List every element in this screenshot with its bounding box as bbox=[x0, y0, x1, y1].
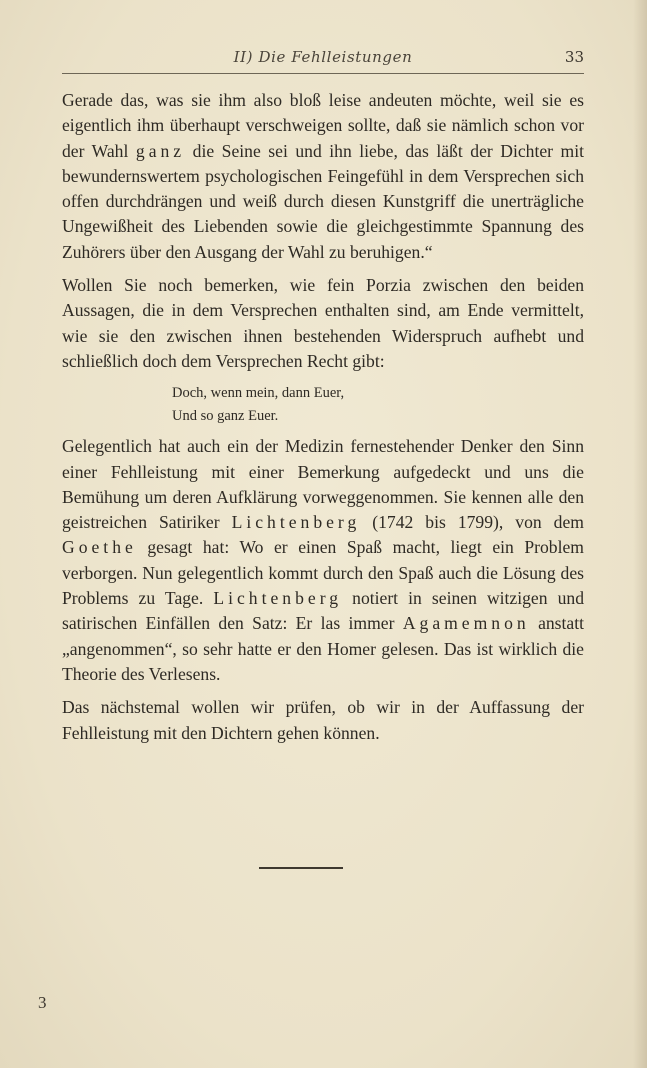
paragraph-1 bbox=[62, 88, 584, 265]
name-goethe: Goethe bbox=[62, 537, 137, 558]
verse-line-1: Doch, wenn mein, dann Euer, bbox=[172, 385, 345, 402]
paragraph-2 bbox=[62, 273, 584, 374]
paragraph-2-text: Wollen Sie noch bemerken, wie fein Porzia zwischen den beiden Aussagen, die in dem Versprechen enthalten sind, am Ende vermittelt, wie sie den zwischen ihnen bestehenden Widerspruch aufhebt und schließlich doch dem Versprechen Recht gibt: bbox=[62, 275, 584, 371]
emphasis-ganz: ganz bbox=[135, 140, 186, 161]
body-text bbox=[62, 88, 584, 754]
page-spine-shadow bbox=[633, 0, 647, 1068]
chapter-end-rule bbox=[259, 867, 343, 869]
word-agamemnon: Agamemnon bbox=[402, 613, 530, 634]
paragraph-3-text-a: Gelegentlich hat auch ein der Medizin fernestehender Denker den Sinn einer Fehlleistung mit einer Bemerkung aufgedeckt und uns die Bemühung um deren Aufklärung vorweggenommen. Sie kennen alle den geistreichen Satiriker bbox=[62, 436, 584, 533]
paragraph-4-text: Das nächstemal wollen wir prüfen, ob wir in der Auffassung der Fehlleistung mit den Dichtern gehen können. bbox=[62, 697, 584, 743]
paragraph-4 bbox=[62, 695, 584, 746]
running-title: II) Die Fehlleistungen bbox=[233, 48, 413, 66]
name-lichtenberg-1: Lichtenberg bbox=[231, 512, 361, 533]
paragraph-3-text-e: anstatt „angenommen“, so sehr hatte er den Homer gelesen. Das ist wirklich die Theorie des Verlesens. bbox=[62, 613, 584, 684]
page-header bbox=[62, 48, 584, 70]
signature-mark: 3 bbox=[38, 993, 47, 1012]
verse-line-2: Und so ganz Euer. bbox=[172, 408, 279, 425]
paragraph-3 bbox=[62, 434, 584, 687]
paragraph-1-text-b: die Seine sei und ihn liebe, das läßt der Dichter mit bewundernswertem psychologischen Feingefühl in dem Versprechen sich offen durchdrängen und weiß durch diesen Kunstgriff die unerträgliche Ungewißheit des Liebenden sowie die gleichgestimmte Spannung des Zuhörers über den Ausgang der Wahl zu beruhigen.“ bbox=[62, 140, 584, 262]
page-number: 33 bbox=[564, 48, 584, 66]
verse-quote bbox=[172, 382, 584, 428]
name-lichtenberg-2: Lichtenberg bbox=[213, 588, 343, 609]
paragraph-1-text-a: Gerade das, was sie ihm also bloß leise andeuten möchte, weil sie es eigentlich ihm überhaupt verschweigen sollte, daß sie nämlich schon vor der Wahl bbox=[62, 90, 584, 161]
paragraph-3-text-b: (1742 bis 1799), von dem bbox=[372, 512, 584, 533]
paragraph-3-text-d: notiert in seinen witzigen und satirischen Einfällen den Satz: Er las immer bbox=[62, 588, 585, 634]
header-rule bbox=[62, 73, 584, 74]
paragraph-3-text-c: gesagt hat: Wo er einen Spaß macht, liegt ein Problem verborgen. Nun gelegentlich kommt durch den Spaß auch die Lösung des Problems zu Tage. bbox=[62, 537, 584, 609]
